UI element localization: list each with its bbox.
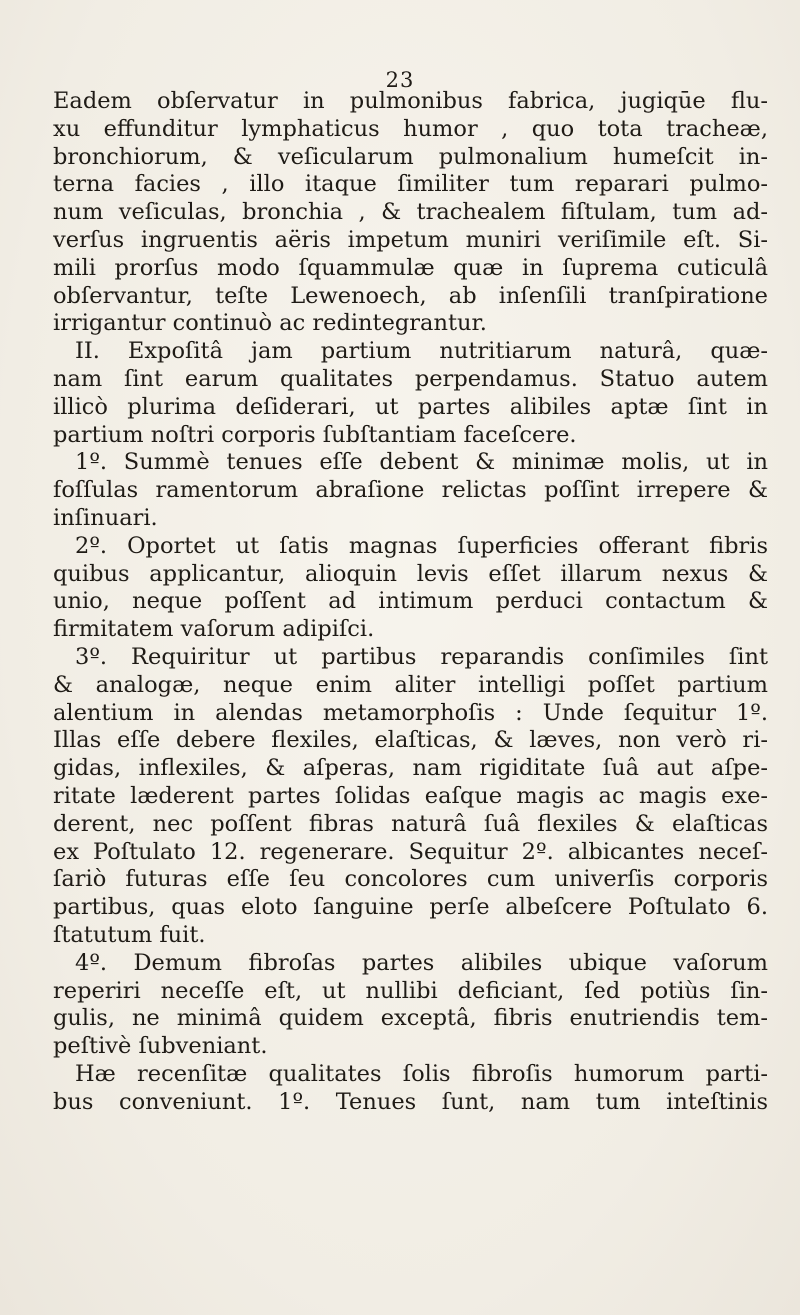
text-line: nam ſint earum qualitates perpendamus. Statuo autem bbox=[53, 365, 768, 392]
text-line: 2º. Oportet ut ſatis magnas ſuperficies offerant fibris bbox=[75, 532, 768, 559]
text-line: partibus, quas eloto ſanguine perſe albeſcere Poſtulato 6. bbox=[53, 894, 768, 921]
text-line: ſtatutum fuit. bbox=[53, 921, 206, 948]
text-line: mili prorſus modo ſquammulæ quæ in ſuprema cuticulâ bbox=[53, 254, 768, 281]
text-line: Illas eſſe debere flexiles, elaſticas, & læves, non verò ri- bbox=[53, 727, 768, 754]
text-line: unio, neque poſſent ad intimum perduci contactum & bbox=[53, 588, 768, 615]
text-line: Eadem obſervatur in pulmonibus fabrica, jugiqūe flu- bbox=[53, 88, 768, 114]
text-line: derent, nec poſſent fibras naturâ ſuâ flexiles & elaſticas bbox=[53, 810, 768, 837]
text-line: gidas, inflexiles, & aſperas, nam rigiditate ſuâ aut aſpe- bbox=[53, 755, 768, 782]
page-number: 23 bbox=[385, 68, 415, 92]
text-line: foſſulas ramentorum abraſione relictas poſſint irrepere & bbox=[53, 477, 768, 504]
text-line: gulis, ne minimâ quidem exceptâ, fibris enutriendis tem- bbox=[53, 1005, 768, 1032]
text-line: verſus ingruentis aëris impetum muniri veriſimile eſt. Si- bbox=[53, 226, 768, 253]
text-line: terna facies , illo itaque ſimiliter tum reparari pulmo- bbox=[53, 171, 768, 198]
text-line: irrigantur continuò ac redintegrantur. bbox=[53, 310, 487, 337]
text-line: 4º. Demum fibroſas partes alibiles ubique vaſorum bbox=[75, 949, 768, 976]
text-line: Hæ recenſitæ qualitates ſolis fibroſis humorum parti- bbox=[75, 1060, 768, 1087]
text-line: xu effunditur lymphaticus humor , quo tota tracheæ, bbox=[53, 115, 768, 142]
text-line: ex Poſtulato 12. regenerare. Sequitur 2º. albicantes neceſ- bbox=[53, 838, 768, 865]
text-line: bus conveniunt. 1º. Tenues ſunt, nam tum inteſtinis bbox=[53, 1088, 768, 1115]
text-line: 3º. Requiritur ut partibus reparandis conſimiles ſint bbox=[75, 643, 768, 670]
text-line: II. Expoſitâ jam partium nutritiarum naturâ, quæ- bbox=[75, 338, 768, 365]
text-line: 1º. Summè tenues eſſe debent & minimæ molis, ut in bbox=[75, 449, 768, 476]
body-text bbox=[53, 88, 768, 1116]
text-line: illicò plurima deſiderari, ut partes alibiles aptæ ſint in bbox=[53, 393, 768, 420]
text-line: & analogæ, neque enim aliter intelligi poſſet partium bbox=[53, 671, 768, 698]
text-line: partium noſtri corporis ſubſtantiam faceſcere. bbox=[53, 421, 577, 448]
text-line: peſtivè ſubveniant. bbox=[53, 1033, 268, 1060]
text-line: bronchiorum, & veſicularum pulmonalium humeſcit in- bbox=[53, 143, 768, 170]
text-line: firmitatem vaſorum adipiſci. bbox=[53, 616, 375, 643]
text-line: ſariò futuras eſſe ſeu concolores cum univerſis corporis bbox=[53, 866, 768, 893]
text-line: obſervantur, teſte Lewenoech, ab inſenſili tranſpiratione bbox=[53, 282, 768, 309]
text-line: num veſiculas, bronchia , & trachealem fiſtulam, tum ad- bbox=[53, 199, 768, 226]
text-line: alentium in alendas metamorphoſis : Unde ſequitur 1º. bbox=[53, 699, 768, 726]
text-line: ritate læderent partes ſolidas eaſque magis ac magis exe- bbox=[53, 782, 768, 809]
text-line: inſinuari. bbox=[53, 504, 158, 531]
text-line: quibus applicantur, alioquin levis eſſet illarum nexus & bbox=[53, 560, 768, 587]
text-line: reperiri neceſſe eſt, ut nullibi deficiant, ſed potiùs ſin- bbox=[53, 977, 768, 1004]
